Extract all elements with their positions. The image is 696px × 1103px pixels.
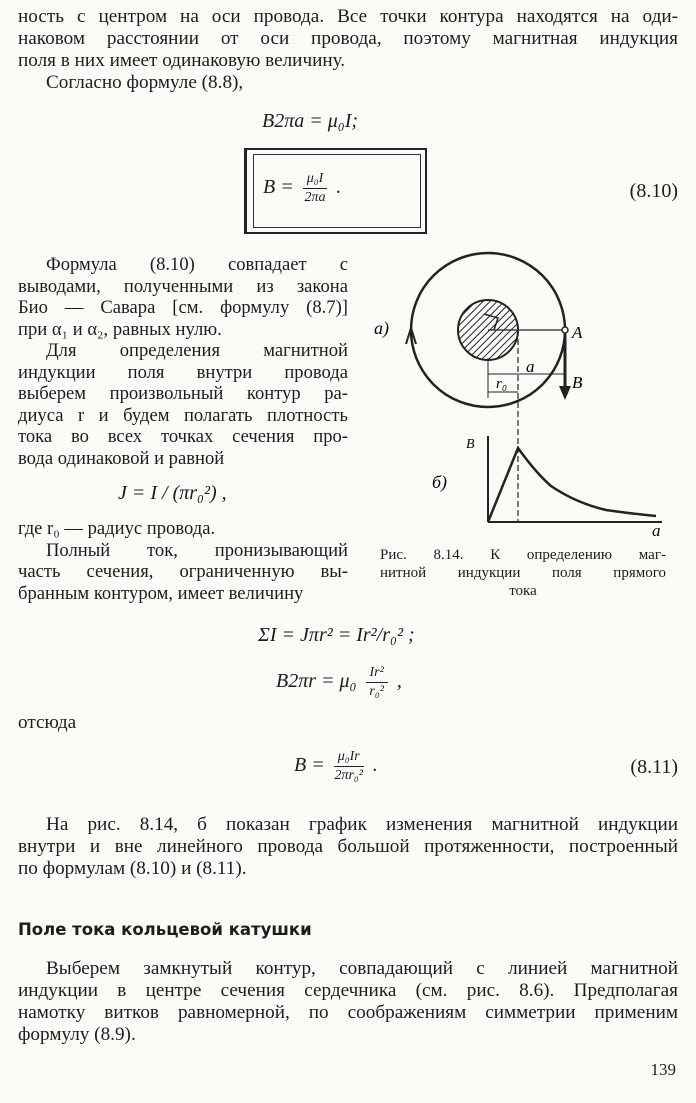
text-line: часть сечения, ограниченную вы-: [18, 561, 348, 582]
text-line: намотку витков равномерной, по соображениям симметрии применим: [18, 1002, 678, 1023]
denominator: 2πa: [304, 190, 326, 205]
dim-r0-label: r₀: [496, 376, 508, 392]
vector-b-label: B: [572, 373, 583, 392]
axis-a-label: a: [652, 521, 661, 538]
equation-total-current: ΣI = Jπr² = Ir²/r₀² ;: [258, 624, 415, 646]
left-column-text: [18, 254, 348, 469]
fraction: [303, 170, 328, 207]
point-a-label: A: [572, 323, 583, 342]
text-line: На рис. 8.14, б показан график изменения магнитной индукции: [46, 814, 678, 835]
equation-lhs: B =: [263, 176, 294, 199]
text-line: выводами, полученными из закона: [18, 275, 348, 297]
equation-current-density: J = I / (πr₀²) ,: [118, 482, 227, 504]
induction-curve: [488, 448, 656, 522]
paragraph-graph: [18, 814, 678, 880]
text-line: бранным контуром, имеет величину: [18, 582, 304, 604]
top-paragraph: [18, 6, 678, 72]
equation-number: (8.11): [630, 756, 678, 778]
section-title: Поле тока кольцевой катушки: [18, 920, 312, 939]
equation-lhs: B =: [294, 754, 325, 777]
paragraph-toroid: [18, 958, 678, 1046]
figure-caption: [380, 546, 666, 600]
formula-reference: [46, 72, 243, 94]
figure-8-14: [366, 248, 666, 538]
fraction: [334, 748, 364, 785]
text-line: индукции в центре сечения сердечника (см. рис. 8.6). Предполагая: [18, 980, 678, 1001]
boxed-equation-8-10: [244, 148, 427, 234]
text-line: поля в них имеет одинаковую величину.: [18, 50, 346, 71]
page-number: 139: [650, 1060, 676, 1079]
text-line: диуса r и будем полагать плотность: [18, 404, 348, 426]
axis-b-label: B: [466, 437, 475, 452]
arrow-head-icon: [559, 386, 571, 400]
otsyuda-text: отсюда: [18, 712, 77, 733]
equation-tail: .: [372, 754, 378, 777]
text-line: при α₁ и α₂, равных нулю.: [18, 318, 222, 340]
left-column-text-2: [18, 518, 348, 604]
equation-lhs: B2πr = μ₀: [276, 670, 357, 693]
caption-line: нитной индукции поля прямого: [380, 565, 666, 581]
denominator: r₀²: [369, 684, 384, 699]
text-line: формулу (8.9).: [18, 1024, 136, 1045]
text-line: Формула (8.10) совпадает с: [46, 254, 348, 275]
text-line: где r₀ — радиус провода.: [18, 518, 216, 539]
dim-a-label: a: [526, 357, 535, 376]
text-line: по формулам (8.10) и (8.11).: [18, 858, 247, 879]
fraction: [366, 664, 388, 701]
text-line: Полный ток, пронизывающий: [46, 539, 348, 561]
text-line: индукции поля внутри провода: [18, 361, 348, 383]
text-line: Согласно формуле (8.8),: [46, 72, 244, 93]
label-a-part: а): [374, 318, 389, 338]
equation-number: (8.10): [629, 180, 678, 202]
point-a: [562, 327, 568, 333]
text-line: Выберем замкнутый контур, совпадающий с линией магнитной: [46, 958, 678, 979]
equation-tail: .: [336, 176, 342, 199]
label-b-part: б): [432, 472, 448, 492]
equation-8-11: [294, 748, 378, 785]
numerator: μ₀Ir: [334, 748, 364, 767]
text-line: Био — Савара [см. формулу (8.7)]: [18, 297, 348, 318]
text-line: вода одинаковой и равной: [18, 447, 225, 469]
caption-line: Рис. 8.14. К определению маг-: [380, 547, 666, 563]
equation-b2pir: [276, 664, 402, 701]
equation-b2pia: B2πa = μ₀I;: [262, 110, 359, 132]
text-line: ность с центром на оси провода. Все точки контура находятся на оди-: [18, 6, 678, 27]
text-line: внутри и вне линейного провода большой протяженности, построенный: [18, 836, 678, 857]
numerator: Ir²: [366, 664, 388, 683]
text-line: тока во всех точках сечения про-: [18, 426, 348, 447]
denominator: 2πr₀²: [334, 768, 363, 783]
numerator: μ₀I: [303, 170, 328, 189]
text-line: выберем произвольный контур ра-: [18, 383, 348, 404]
caption-line: тока: [509, 583, 537, 599]
text-line: Для определения магнитной: [46, 340, 348, 361]
text-line: наковом расстоянии от оси провода, поэтому магнитная индукция: [18, 28, 678, 49]
equation-tail: ,: [396, 670, 402, 693]
